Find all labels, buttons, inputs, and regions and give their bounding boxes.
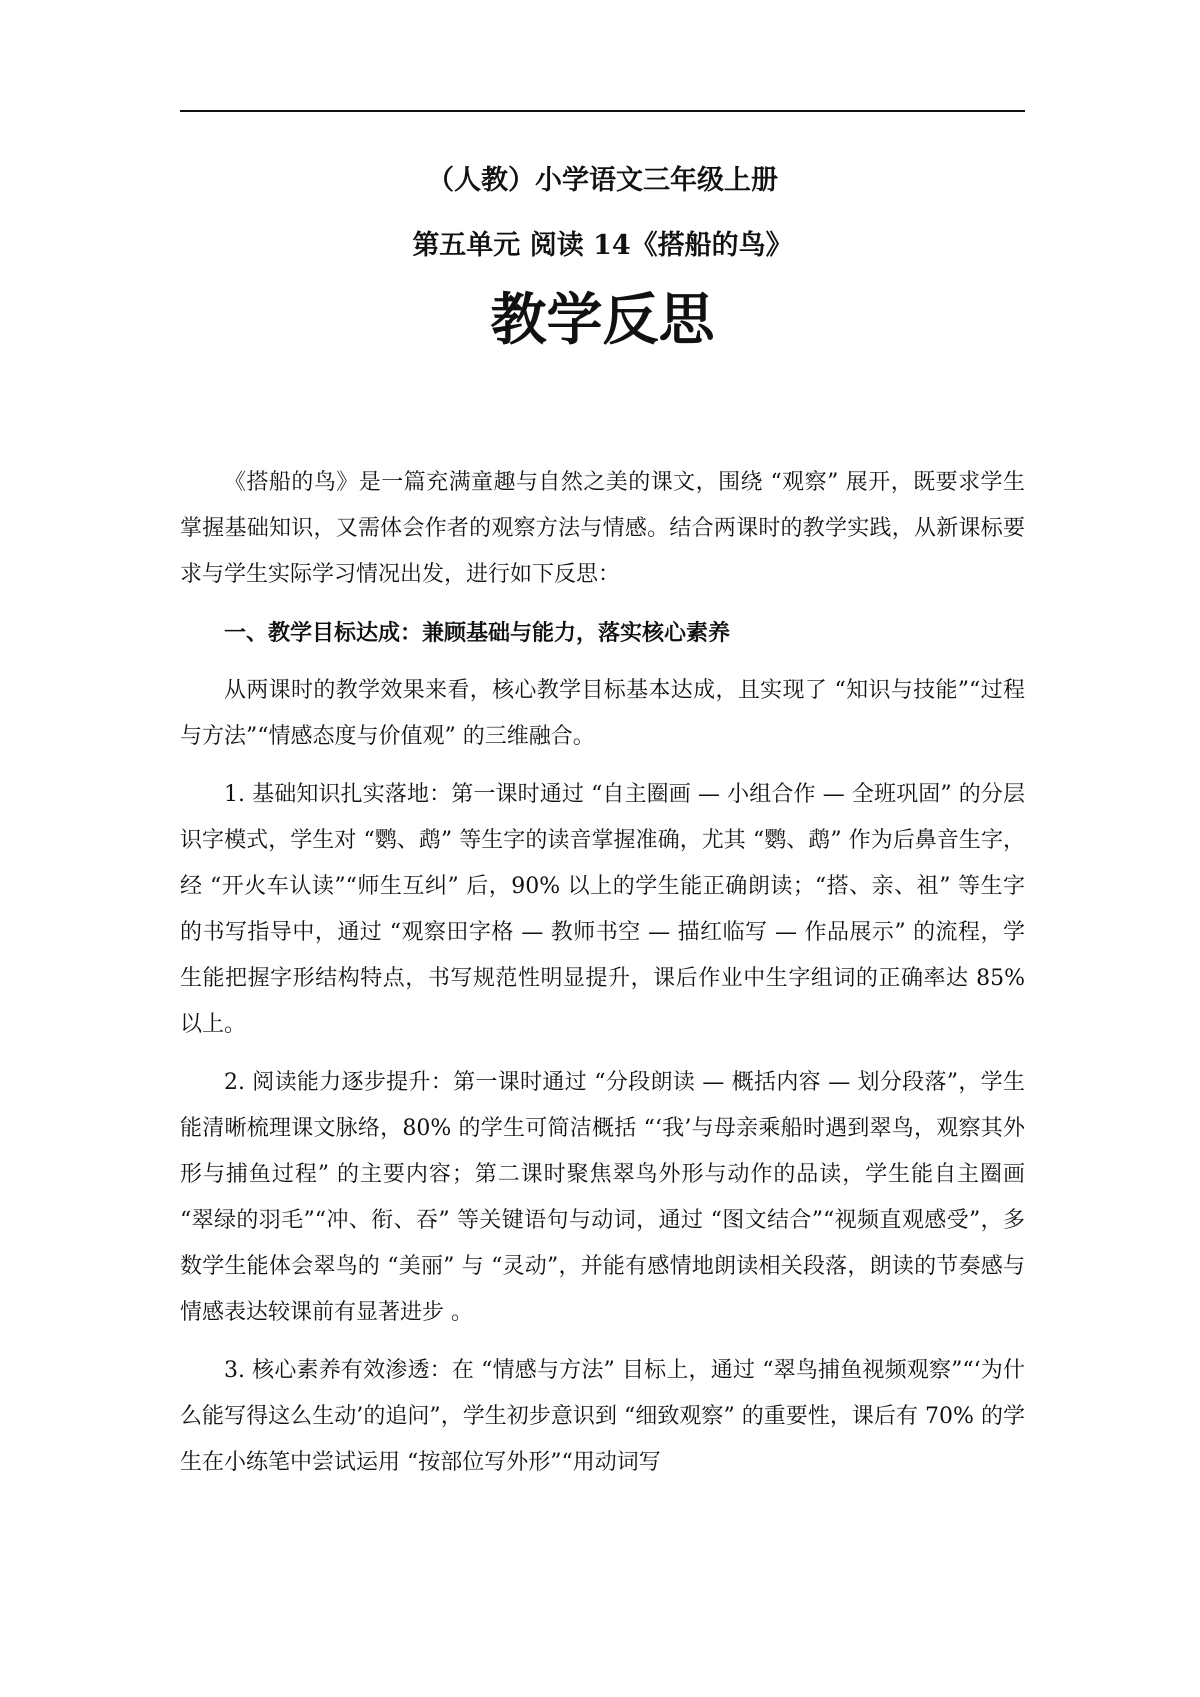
intro-paragraph: 《搭船的鸟》是一篇充满童趣与自然之美的课文，围绕 “观察” 展开，既要求学生掌握基础知识，又需体会作者的观察方法与情感。结合两课时的教学实践，从新课标要求与学生实际学习情况出发，进行如下反思： <box>180 470 1025 587</box>
document-body <box>180 460 1025 1498</box>
section-heading: 一、教学目标达成：兼顾基础与能力，落实核心素养 <box>224 620 731 646</box>
lesson-subtitle: 第五单元 阅读 14《搭船的鸟》 <box>412 230 793 261</box>
course-subtitle: （人教）小学语文三年级上册 <box>427 165 778 196</box>
list-item-paragraph: 3. 核心素养有效渗透：在 “情感与方法” 目标上，通过 “翠鸟捕鱼视频观察”“‘为什么能写得这么生动’的追问”，学生初步意识到 “细致观察” 的重要性，课后有 70% 的学生在小练笔中尝试运用 “按部位写外形”“用动词写 <box>180 1358 1025 1475</box>
section-intro-paragraph: 从两课时的教学效果来看，核心教学目标基本达成，且实现了 “知识与技能”“过程与方法”“情感态度与价值观” 的三维融合。 <box>180 678 1025 749</box>
list-item-paragraph: 2. 阅读能力逐步提升：第一课时通过 “分段朗读 — 概括内容 — 划分段落”，学生能清晰梳理课文脉络，80% 的学生可简洁概括 “‘我’与母亲乘船时遇到翠鸟，观察其外形与捕鱼过程” 的主要内容；第二课时聚焦翠鸟外形与动作的品读，学生能自主圈画 “翠绿的羽毛”“冲、衔、吞” 等关键语句与动词，通过 “图文结合”“视频直观感受”，多数学生能体会翠鸟的 “美丽” 与 “灵动”，并能有感情地朗读相关段落，朗读的节奏感与情感表达较课前有显著进步 。 <box>180 1070 1025 1325</box>
list-item-paragraph: 1. 基础知识扎实落地：第一课时通过 “自主圈画 — 小组合作 — 全班巩固” 的分层识字模式，学生对 “鹦、鹉” 等生字的读音掌握准确，尤其 “鹦、鹉” 作为后鼻音生字，经 “开火车认读”“师生互纠” 后，90% 以上的学生能正确朗读；“搭、亲、祖” 等生字的书写指导中，通过 “观察田字格 — 教师书空 — 描红临写 — 作品展示” 的流程，学生能把握字形结构特点，书写规范性明显提升，课后作业中生字组词的正确率达 85% 以上。 <box>180 782 1025 1037</box>
header-rule <box>180 110 1025 112</box>
document-title: 教学反思 <box>490 287 715 353</box>
